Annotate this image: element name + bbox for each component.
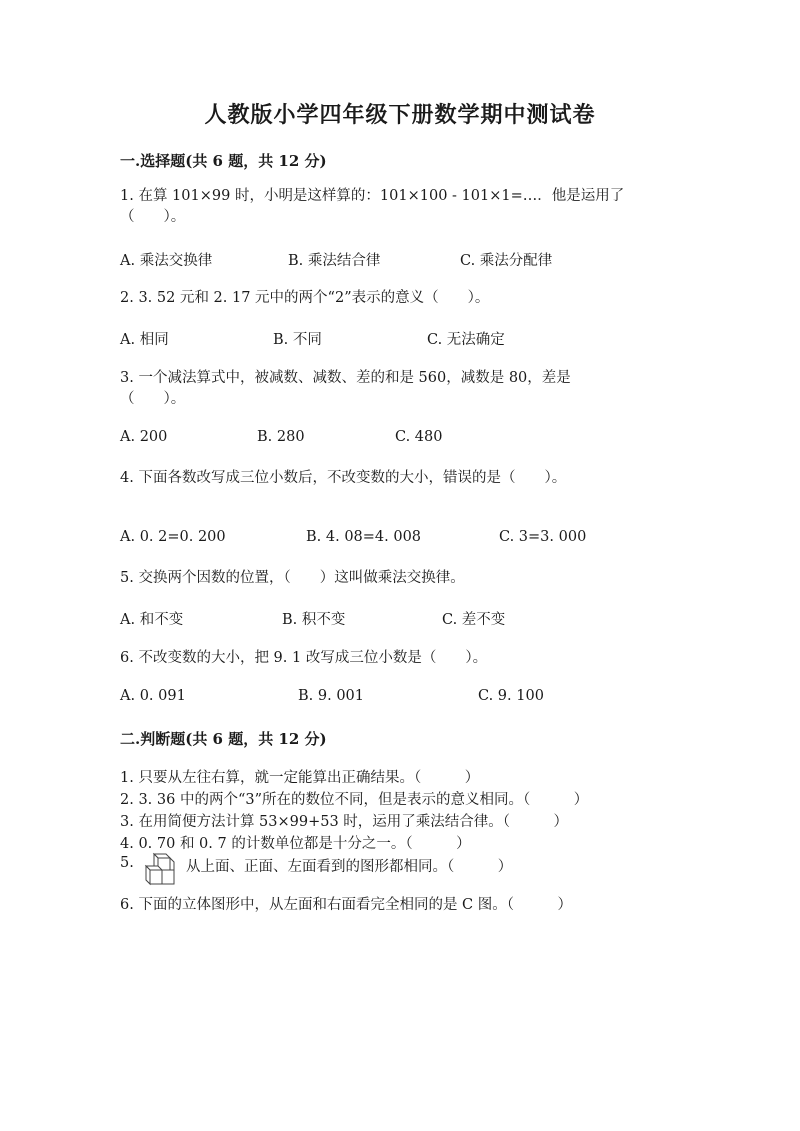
option-c[interactable]: C. 3=3. 000 xyxy=(499,529,587,545)
judgment-1: 1. 只要从左往右算，就一定能算出正确结果。（ ） xyxy=(120,770,480,786)
question-3-line2: （ ）。 xyxy=(120,391,186,407)
question-3-options xyxy=(120,429,680,449)
option-c[interactable]: C. 差不变 xyxy=(442,612,506,628)
option-b[interactable]: B. 4. 08=4. 008 xyxy=(306,529,422,545)
option-a[interactable]: A. 0. 091 xyxy=(120,688,186,704)
question-4-options xyxy=(120,529,680,549)
question-5-line1: 5. 交换两个因数的位置，（ ）这叫做乘法交换律。 xyxy=(120,570,465,586)
option-a[interactable]: A. 0. 2=0. 200 xyxy=(120,529,226,545)
judgment-4: 4. 0. 70 和 0. 7 的计数单位都是十分之一。（ ） xyxy=(120,836,471,852)
judgment-2: 2. 3. 36 中的两个“3”所在的数位不同，但是表示的意义相同。（ ） xyxy=(120,792,589,808)
section-heading-choice: 一.选择题(共 6 题，共 12 分) xyxy=(120,152,327,170)
question-2 xyxy=(120,288,680,309)
question-6 xyxy=(120,648,680,669)
option-a[interactable]: A. 200 xyxy=(120,429,168,445)
page-title: 人教版小学四年级下册数学期中测试卷 xyxy=(204,102,596,128)
judgment-3: 3. 在用简便方法计算 53×99+53 时，运用了乘法结合律。（ ） xyxy=(120,814,569,830)
option-c[interactable]: C. 乘法分配律 xyxy=(460,253,553,269)
question-2-options xyxy=(120,328,680,348)
judgment-5-number: 5. xyxy=(120,855,134,871)
question-4 xyxy=(120,468,680,489)
option-a[interactable]: A. 相同 xyxy=(120,332,169,348)
option-c[interactable]: C. 480 xyxy=(395,429,443,445)
question-5-options xyxy=(120,608,680,628)
option-a[interactable]: A. 乘法交换律 xyxy=(120,253,213,269)
option-a[interactable]: A. 和不变 xyxy=(120,612,184,628)
option-b[interactable]: B. 不同 xyxy=(273,332,322,348)
judgment-5: 从上面、正面、左面看到的图形都相同。（ ） xyxy=(186,859,513,875)
question-6-options xyxy=(120,688,680,708)
section-heading-judgment: 二.判断题(共 6 题，共 12 分) xyxy=(120,730,327,748)
question-3 xyxy=(120,368,680,410)
option-b[interactable]: B. 280 xyxy=(257,429,305,445)
question-1-line2: （ ）。 xyxy=(120,209,186,225)
question-2-line1: 2. 3. 52 元和 2. 17 元中的两个“2”表示的意义（ ）。 xyxy=(120,290,490,306)
question-3-line1: 3. 一个减法算式中，被减数、减数、差的和是 560，减数是 80，差是 xyxy=(120,370,571,386)
question-4-line1: 4. 下面各数改写成三位小数后，不改变数的大小，错误的是（ ）。 xyxy=(120,470,567,486)
question-1-options xyxy=(120,249,680,269)
option-b[interactable]: B. 9. 001 xyxy=(298,688,364,704)
question-5 xyxy=(120,568,680,589)
option-b[interactable]: B. 积不变 xyxy=(282,612,346,628)
question-6-line1: 6. 不改变数的大小，把 9. 1 改写成三位小数是（ ）。 xyxy=(120,650,488,666)
option-c[interactable]: C. 9. 100 xyxy=(478,688,544,704)
question-1 xyxy=(120,186,680,228)
option-c[interactable]: C. 无法确定 xyxy=(427,332,505,348)
option-b[interactable]: B. 乘法结合律 xyxy=(288,253,381,269)
judgment-6: 6. 下面的立体图形中，从左面和右面看完全相同的是 C 图。（ ） xyxy=(120,897,573,913)
stacked-cubes-icon xyxy=(140,852,182,886)
question-1-line1: 1. 在算 101×99 时，小明是这样算的：101×100 - 101×1=…．他是运用了 xyxy=(120,188,625,204)
